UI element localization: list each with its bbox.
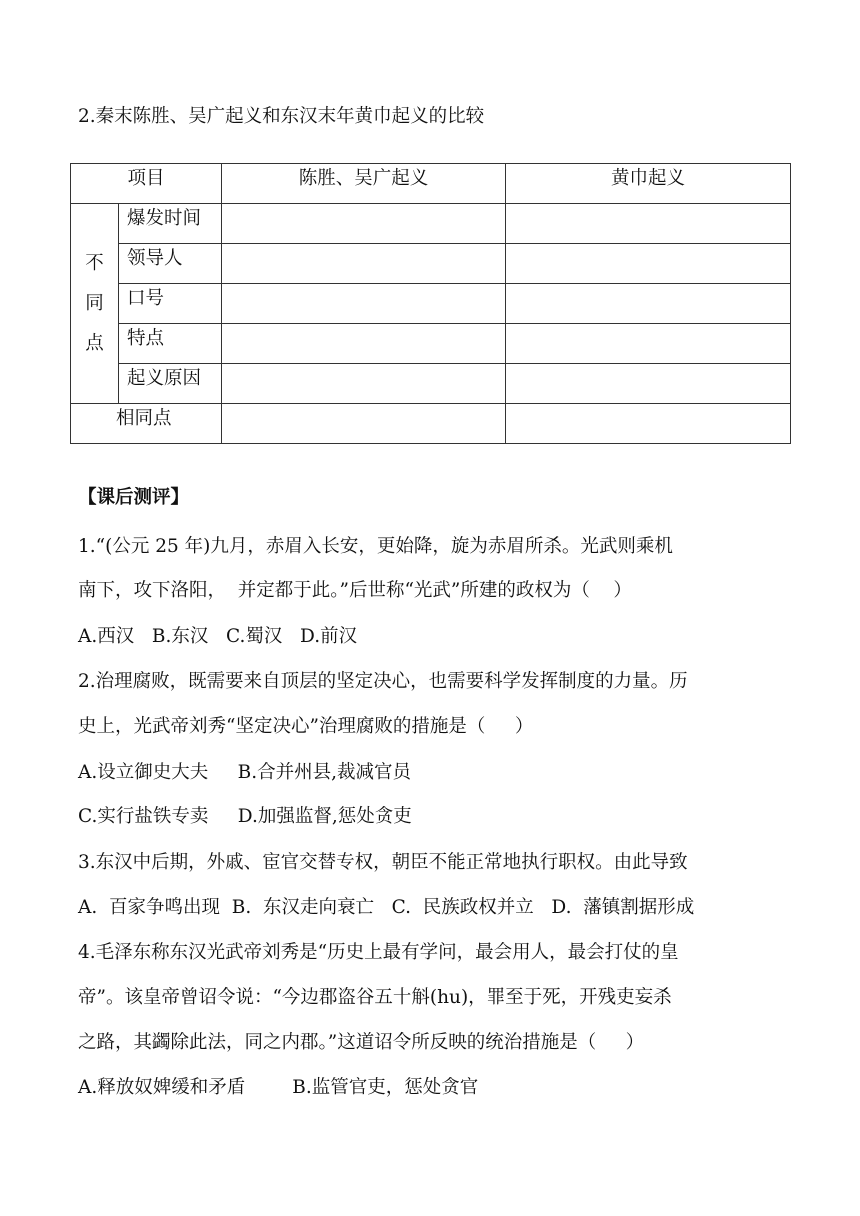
- group-label-differences: [71, 204, 119, 404]
- table-cell: [222, 284, 506, 324]
- row-label-similarities: 相同点: [71, 404, 222, 444]
- question-line: 史上，光武帝刘秀“坚定决心”治理腐败的措施是（ ）: [78, 716, 534, 737]
- table-cell: [506, 284, 791, 324]
- option-line: A.释放奴婢缓和矛盾 B.监管官吏，惩处贪官: [78, 1077, 479, 1098]
- header-item: 项目: [71, 164, 222, 204]
- table-cell: [222, 364, 506, 404]
- section-title: 2.秦末陈胜、吴广起义和东汉末年黄巾起义的比较: [78, 106, 485, 127]
- table-cell: [506, 364, 791, 404]
- table-header-row: [71, 164, 791, 204]
- question-line: 1.“(公元 25 年)九月，赤眉入长安，更始降，旋为赤眉所杀。光武则乘机: [78, 536, 673, 557]
- table-row: [71, 244, 791, 284]
- table-cell: [506, 404, 791, 444]
- question-line: 之路，其蠲除此法，同之内郡。”这道诏令所反映的统治措施是（ ）: [78, 1032, 645, 1053]
- table-cell: [506, 204, 791, 244]
- table-cell: [506, 324, 791, 364]
- question-line: 南下，攻下洛阳， 并定都于此。”后世称“光武”所建的政权为（ ）: [78, 580, 632, 601]
- group-label-char: 不: [85, 252, 104, 274]
- review-heading: 【课后测评】: [78, 487, 190, 508]
- row-label-features: 特点: [119, 324, 222, 364]
- question-line: 4.毛泽东称东汉光武帝刘秀是“历史上最有学问，最会用人，最会打仗的皇: [78, 942, 679, 963]
- question-line: 2.治理腐败，既需要来自顶层的坚定决心，也需要科学发挥制度的力量。历: [78, 671, 688, 692]
- group-label-char: 同: [85, 292, 104, 314]
- table-cell: [222, 324, 506, 364]
- table-row: [71, 324, 791, 364]
- row-label-cause: 起义原因: [119, 364, 222, 404]
- row-label-slogan: 口号: [119, 284, 222, 324]
- option-line: A.设立御史大夫 B.合并州县,裁减官员: [78, 762, 412, 783]
- table-cell: [506, 244, 791, 284]
- question-line: 帝”。该皇帝曾诏令说：“今边郡盗谷五十斛(hu)，罪至于死，开残吏妄杀: [78, 987, 672, 1008]
- table-row: [71, 404, 791, 444]
- question-line: 3.东汉中后期，外戚、宦官交替专权，朝臣不能正常地执行职权。由此导致: [78, 852, 688, 873]
- option-line: C.实行盐铁专卖 D.加强监督,惩处贪吏: [78, 806, 412, 827]
- group-label-char: 点: [85, 332, 104, 354]
- table-cell: [222, 204, 506, 244]
- row-label-leader: 领导人: [119, 244, 222, 284]
- option-line: A. 百家争鸣出现 B. 东汉走向衰亡 C. 民族政权并立 D. 藩镇割据形成: [78, 897, 695, 918]
- table-cell: [222, 404, 506, 444]
- header-chensheng: 陈胜、吴广起义: [222, 164, 506, 204]
- row-label-outbreak-time: 爆发时间: [119, 204, 222, 244]
- option-line: A.西汉 B.东汉 C.蜀汉 D.前汉: [78, 626, 358, 647]
- table-row: [71, 284, 791, 324]
- comparison-table: [70, 163, 791, 444]
- table-cell: [222, 244, 506, 284]
- header-huangjin: 黄巾起义: [506, 164, 791, 204]
- table-row: [71, 204, 791, 244]
- table-row: [71, 364, 791, 404]
